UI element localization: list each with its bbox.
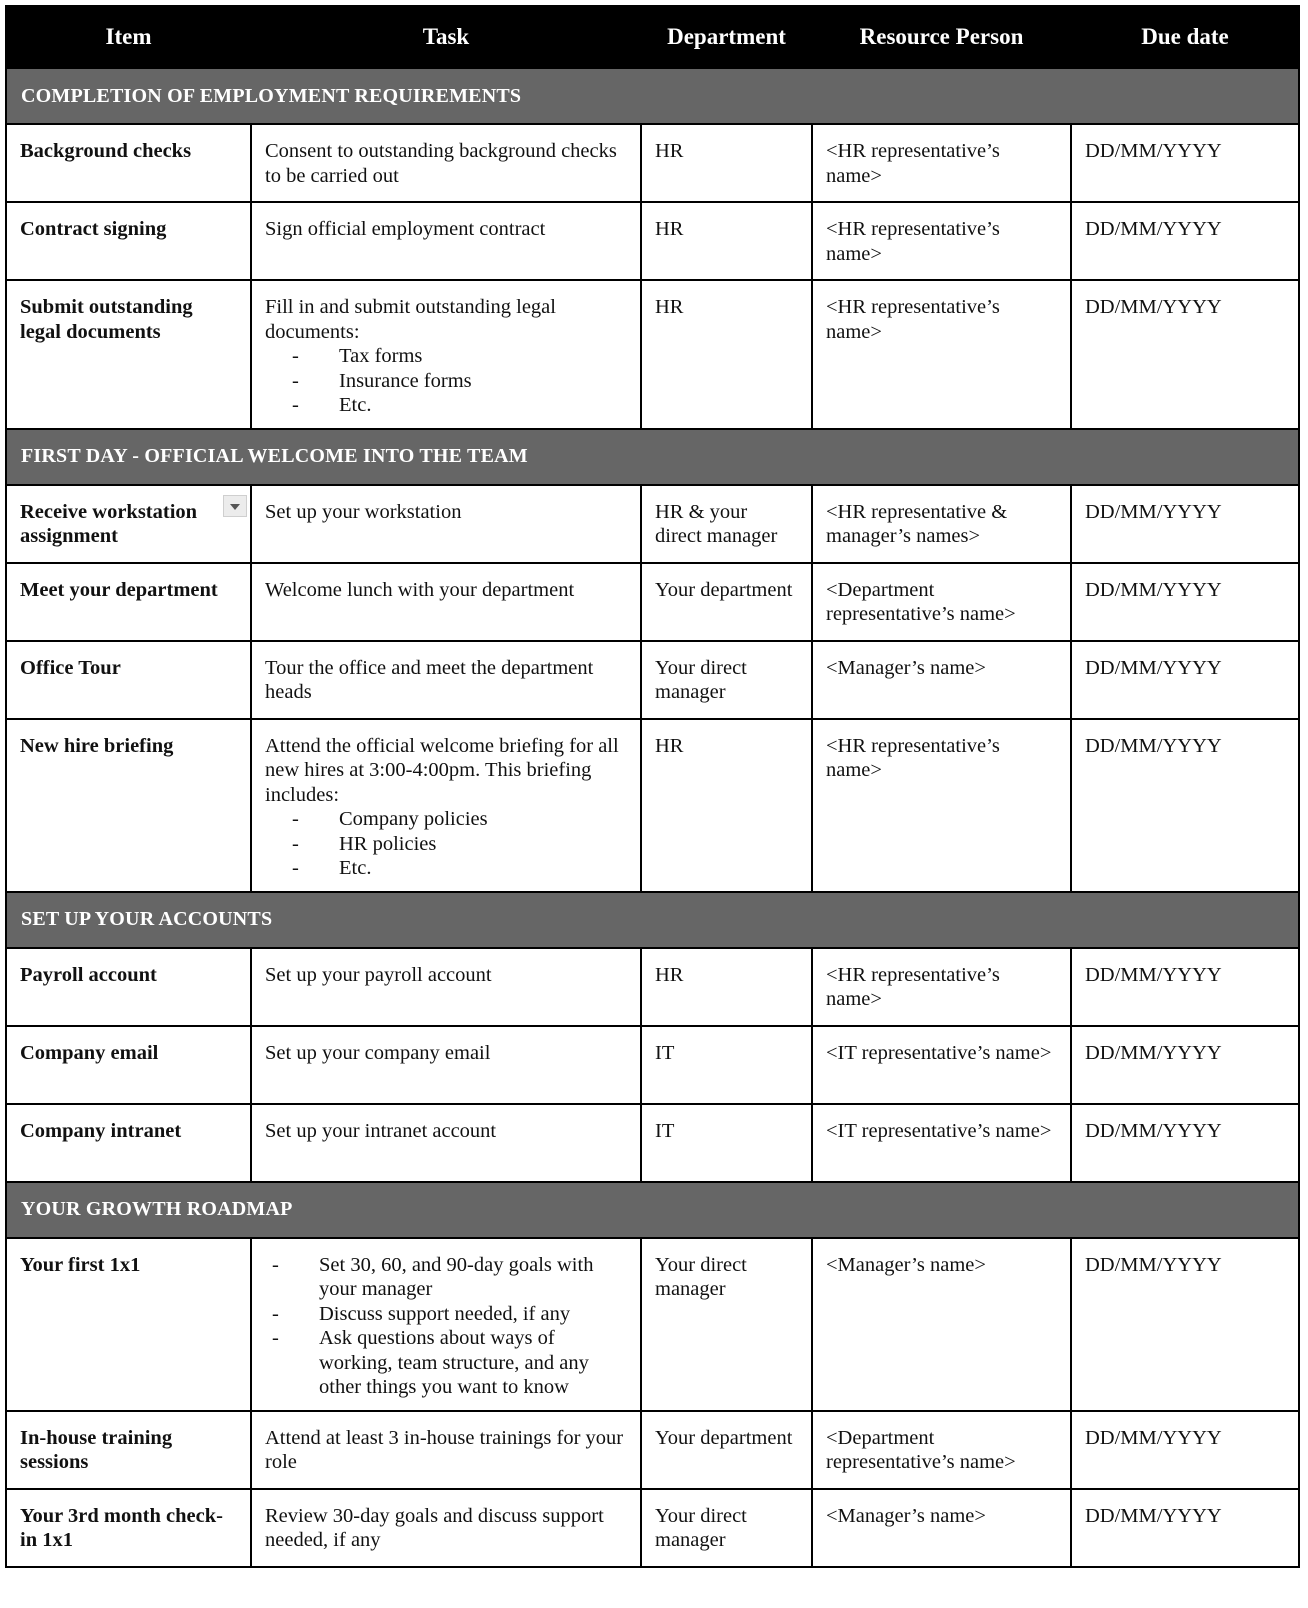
table-row (6, 1026, 1299, 1104)
dash-marker: - (272, 1327, 279, 1349)
due-date-cell[interactable]: DD/MM/YYYY (1071, 124, 1299, 202)
table-row (6, 948, 1299, 1026)
department-cell[interactable]: Your direct manager (641, 1238, 812, 1411)
item-cell[interactable]: Meet your department (6, 563, 251, 641)
resource-person-cell[interactable]: <HR representative’s name> (812, 280, 1071, 429)
bullet-text: Insurance forms (339, 369, 472, 392)
item-cell[interactable]: Company intranet (6, 1104, 251, 1182)
task-bullet (265, 856, 627, 881)
section-header (6, 892, 1299, 948)
item-text: Receive workstation assignment (20, 500, 198, 547)
task-cell[interactable]: Set up your intranet account (251, 1104, 641, 1182)
table-row (6, 641, 1299, 719)
bullet-text: Etc. (339, 394, 372, 416)
table-row (6, 1104, 1299, 1182)
onboarding-checklist (5, 5, 1298, 1568)
table-row (6, 1411, 1299, 1489)
resource-person-cell[interactable]: <HR representative’s name> (812, 124, 1071, 202)
due-date-cell[interactable]: DD/MM/YYYY (1071, 1104, 1299, 1182)
table-row (6, 1489, 1299, 1567)
resource-person-cell[interactable]: <Department representative’s name> (812, 563, 1071, 641)
item-cell[interactable]: In-house training sessions (6, 1411, 251, 1489)
table-header-row (6, 6, 1299, 68)
task-cell[interactable]: Set up your company email (251, 1026, 641, 1104)
dash-marker: - (292, 394, 299, 416)
section-header (6, 1182, 1299, 1238)
due-date-cell[interactable]: DD/MM/YYYY (1071, 719, 1299, 892)
department-cell[interactable]: Your direct manager (641, 641, 812, 719)
resource-person-cell[interactable]: <IT representative’s name> (812, 1026, 1071, 1104)
task-bullet (265, 393, 627, 418)
bullet-text: Etc. (339, 857, 372, 879)
bullet-text: Ask questions about ways of working, team structure, and any other things you want to know (319, 1327, 589, 1398)
dash-marker: - (292, 832, 299, 855)
bullet-text: Discuss support needed, if any (319, 1302, 571, 1325)
task-cell[interactable]: Attend at least 3 in-house trainings for your role (251, 1411, 641, 1489)
item-cell[interactable]: Company email (6, 1026, 251, 1104)
bullet-text: Tax forms (339, 345, 423, 367)
task-bullet-list (265, 344, 627, 418)
due-date-cell[interactable]: DD/MM/YYYY (1071, 1238, 1299, 1411)
department-cell[interactable]: HR (641, 948, 812, 1026)
bullet-text: HR policies (339, 832, 437, 855)
department-cell[interactable]: IT (641, 1104, 812, 1182)
task-bullet (265, 1326, 627, 1400)
dash-marker: - (292, 345, 299, 367)
item-cell[interactable]: Payroll account (6, 948, 251, 1026)
due-date-cell[interactable]: DD/MM/YYYY (1071, 563, 1299, 641)
section-title: FIRST DAY - OFFICIAL WELCOME INTO THE TEAM (6, 429, 1299, 485)
table-row (6, 124, 1299, 202)
column-header-resource-person: Resource Person (812, 6, 1071, 68)
task-cell[interactable]: Tour the office and meet the department heads (251, 641, 641, 719)
due-date-cell[interactable]: DD/MM/YYYY (1071, 1026, 1299, 1104)
table-row (6, 280, 1299, 429)
task-cell[interactable]: Sign official employment contract (251, 202, 641, 280)
column-header-department: Department (641, 6, 812, 68)
resource-person-cell[interactable]: <Manager’s name> (812, 1238, 1071, 1411)
department-cell[interactable]: Your department (641, 1411, 812, 1489)
resource-person-cell[interactable]: <HR representative’s name> (812, 719, 1071, 892)
section-title: SET UP YOUR ACCOUNTS (6, 892, 1299, 948)
resource-person-cell[interactable]: <Manager’s name> (812, 1489, 1071, 1567)
due-date-cell[interactable]: DD/MM/YYYY (1071, 641, 1299, 719)
column-header-due-date: Due date (1071, 6, 1299, 68)
due-date-cell[interactable]: DD/MM/YYYY (1071, 1411, 1299, 1489)
task-cell[interactable]: Set up your workstation (251, 485, 641, 563)
task-bullet (265, 832, 627, 857)
task-cell[interactable]: Welcome lunch with your department (251, 563, 641, 641)
item-cell[interactable]: New hire briefing (6, 719, 251, 892)
resource-person-cell[interactable]: <Department representative’s name> (812, 1411, 1071, 1489)
item-cell[interactable]: Submit outstanding legal documents (6, 280, 251, 429)
section-title: YOUR GROWTH ROADMAP (6, 1182, 1299, 1238)
dropdown-arrow-icon[interactable] (223, 495, 247, 517)
resource-person-cell[interactable]: <HR representative & manager’s names> (812, 485, 1071, 563)
task-cell[interactable] (251, 719, 641, 892)
table-row (6, 485, 1299, 563)
task-cell[interactable]: Review 30-day goals and discuss support needed, if any (251, 1489, 641, 1567)
dash-marker: - (272, 1302, 279, 1325)
department-cell[interactable]: IT (641, 1026, 812, 1104)
table-row (6, 719, 1299, 892)
dash-marker: - (292, 857, 299, 879)
item-cell[interactable]: Background checks (6, 124, 251, 202)
bullet-text: Company policies (339, 808, 488, 830)
item-cell[interactable]: Contract signing (6, 202, 251, 280)
department-cell[interactable]: HR (641, 124, 812, 202)
table-row (6, 1238, 1299, 1411)
task-text: Attend the official welcome briefing for all new hires at 3:00-4:00pm. This briefing includes: (265, 734, 619, 806)
resource-person-cell[interactable]: <HR representative’s name> (812, 202, 1071, 280)
task-cell[interactable]: Consent to outstanding background checks to be carried out (251, 124, 641, 202)
task-bullet (265, 807, 627, 832)
onboarding-table (5, 5, 1300, 1568)
department-cell[interactable]: HR (641, 202, 812, 280)
task-cell[interactable] (251, 280, 641, 429)
resource-person-cell[interactable]: <Manager’s name> (812, 641, 1071, 719)
department-cell[interactable]: Your department (641, 563, 812, 641)
due-date-cell[interactable]: DD/MM/YYYY (1071, 485, 1299, 563)
task-bullet (265, 1253, 627, 1302)
table-row (6, 202, 1299, 280)
due-date-cell[interactable]: DD/MM/YYYY (1071, 202, 1299, 280)
dash-marker: - (292, 808, 299, 830)
dash-marker: - (272, 1253, 279, 1276)
task-cell[interactable] (251, 1238, 641, 1411)
task-text: Fill in and submit outstanding legal documents: (265, 296, 556, 343)
task-bullet (265, 344, 627, 369)
task-bullet-list (265, 1253, 627, 1400)
department-cell[interactable]: HR & your direct manager (641, 485, 812, 563)
task-bullet-list (265, 807, 627, 881)
item-cell[interactable] (6, 485, 251, 563)
department-cell[interactable]: HR (641, 280, 812, 429)
column-header-item: Item (6, 6, 251, 68)
column-header-task: Task (251, 6, 641, 68)
task-bullet (265, 1302, 627, 1327)
due-date-cell[interactable]: DD/MM/YYYY (1071, 280, 1299, 429)
due-date-cell[interactable]: DD/MM/YYYY (1071, 948, 1299, 1026)
section-title: COMPLETION OF EMPLOYMENT REQUIREMENTS (6, 68, 1299, 124)
resource-person-cell[interactable]: <IT representative’s name> (812, 1104, 1071, 1182)
section-header (6, 429, 1299, 485)
bullet-text: Set 30, 60, and 90-day goals with your manager (319, 1253, 594, 1300)
item-cell[interactable]: Your 3rd month check-in 1x1 (6, 1489, 251, 1567)
resource-person-cell[interactable]: <HR representative’s name> (812, 948, 1071, 1026)
dash-marker: - (292, 369, 299, 392)
due-date-cell[interactable]: DD/MM/YYYY (1071, 1489, 1299, 1567)
item-cell[interactable]: Office Tour (6, 641, 251, 719)
department-cell[interactable]: HR (641, 719, 812, 892)
item-cell[interactable]: Your first 1x1 (6, 1238, 251, 1411)
task-bullet (265, 369, 627, 394)
task-cell[interactable]: Set up your payroll account (251, 948, 641, 1026)
table-row (6, 563, 1299, 641)
department-cell[interactable]: Your direct manager (641, 1489, 812, 1567)
section-header (6, 68, 1299, 124)
